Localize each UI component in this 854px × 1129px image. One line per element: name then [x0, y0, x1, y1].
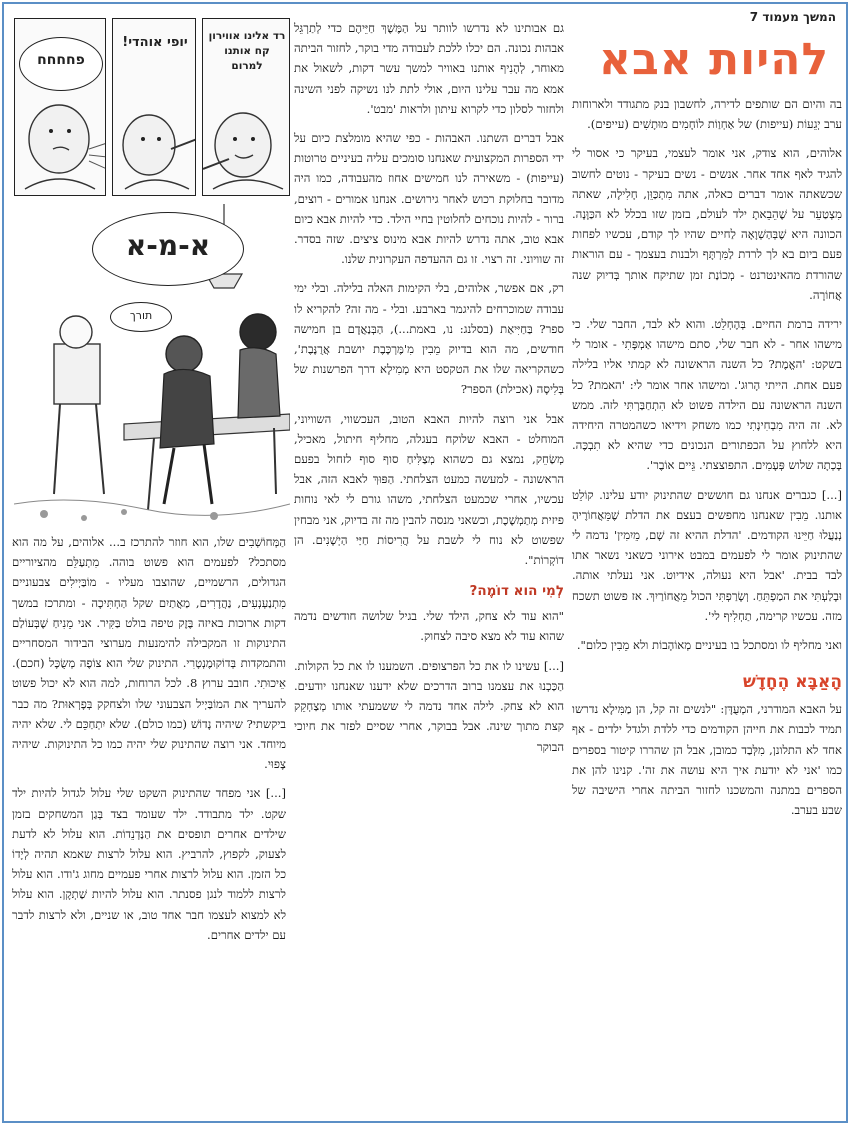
- paragraph: אלוהים, הוא צודק, אני אומר לעצמי, בעיקר כי אסור לי להגיד לאף אחד אחר. אנשים - נשים בעיקר - נוטים לחשוב שכשאתה אומר דברים כאלה, אתה מִתְכַּוֵּן, חָלִילָה, שאתה מִצְטַעֵר על שֶׁהֵבֵאתָ ילד לעולם, בזמן שזו בכלל לא הכַּוָּנָה. הכוונה היא שֶׁבְּהַשְׁוָאָה לַחיים שהיו לך קודם, עכשיו לפחות פעם ביום בא לך לרדת לַמִּרְתָּף ולבנות בעצמך - עם הוראות שהורדת מהאינטרנט - מְכוֹנַת זמן שתיקח אותך בְּדיוק שנה אֲחוֹרָה.: [572, 146, 842, 302]
- paragraph: על האבא המודרני, המְעֻדָּן: "לנשים זה קל, הן מַמִּילָא נדרשו תמיד לכבות את חייהן הקודמים כדי ללדת ולגדל ילדים - אף אחד לא התלונן, מִלְּבַד כמובן, אבל הן שהררו קיטור בספרים כמו 'אני לא יודעת איך היא עושה את זה'. קנינו להן את הספרים במתנה והמשכנו לחזור הביתה אחרי הישיבה של שבע בערב.: [572, 702, 842, 818]
- speech-bubble-left: [19, 37, 103, 91]
- paragraph: [...] עשינו לו את כל הפרצופים. השמענו לו את כל הקולות. הַכַּכְנוּ את עצמנו ברוב הדרכים שלא ידענו שאנחנו יודעים. הוא לא צחק. לילה אחד נדמה לי ששמעתי אותו מְצַחְקֵק קצת מתוך שינה. אבל בבוקר, אחרי שסיים לפזר את חיוכי הבוקר: [294, 658, 564, 754]
- text-column-middle: [294, 18, 564, 1119]
- paragraph: [...] כגברים אנחנו גם חוששים שהתינוק יודע עלינו. קוֹלֵט אותנו. מֵבִין שאנחנו מחפשים בעצם את הדלת שֶׁמֵּאֲחוֹרֶיהָ נְנַעֲלוּ חַיֵּינוּ הקודמים. 'הדלת ההיא זה שָׁם, מֵיִמִין' נדמה לי שהתינוק אומר לי לפעמים במבט אירוני כשאני נשאר אתו לבד בבית. 'אבל היא נעולה, אידיוט. אני נעלתי אותה. וּבָלַעְתִּי את המַפְתֵּחַ. וְשָׂרַפְתִּי הכול מֵאֲחוֹרַיִךְ. אז פשוט תשכח מזה. עכשיו קרימה, תַחְלִיף לי'.: [572, 487, 842, 623]
- comic-illustration: [14, 18, 290, 528]
- comic-left-text: פחחחח: [37, 52, 85, 68]
- paragraph: הַמְּחוֹשְׁבִים שלו, הוא חוזר להתרכז ב... אלוהים, על מה הוא מסתכל? לפעמים הוא פשוט בוהה. מִתְעַלֵּם מהציוריים הגדולים, הרשמיים, שהוצבו מעליו - מוֹבַּיְילִים צבעוניים מִתְנַעְנְעִים, נַהֲדָרִים, מַאֲתַיִם שקל הַחְתִּיכָה - ומתרכז במשך דקות ארוכות באיזה בֶּזֶק טיפה בולט בַּקִּיר. אני מֵנִיחַ שֶׁבְּעוֹלַם התינוקות זו המקבילה להימנעות מערוצי הבידור המסחריים והתמקדות בְּדוֹקוּמֶנְטָרִי. התינוק שלי הוא צוֹפֶה מְשֻׂכָּל (חכם). אֵיכוּתִי. חובב ערוץ 8. לכל הרוחות, למה הוא לא יכול פשוט להעריך את המוֹבַּיְיל הצבעוני שלו ולצחקק בְּפָרְאוּת? מה כבר ביקשתי? שיהיה נָדוֹשׁ (כמו כולם). שלא יִתְחַכֵּם לי. שלא יהיה מיוחד. אני רוצה שהתינוק שלי יהיה כמו כל התינוקות. שיהיה צָפוּי.: [12, 535, 286, 772]
- paragraph: אבל דברים השתנו. האבהות - כפי שהיא מומלצת כיום על ידי הספרות המקצועית שאנחנו סומכים עליה בעיניים טרוטות (עייפות) - משאירה לנו חמישים אחוז מהעבודה, כמו היה מדובר בחלוקת רכוש לאחר גירושים. אנחנו אמורים - רוצים, ברור - להיות נוכחים לחלוטין בחיי הילד. כדי להיות אבא כיום אבא טוב, אתה נדרש להיות אבא מינוס ציצים. שזה בסדר. זה שוויוני. זה רצוי. זו גם ההעדפה העקרונית שלנו.: [294, 131, 564, 267]
- magazine-page: [2, 2, 848, 1123]
- paragraph: [...] אני מפחד שהתינוק השקט שלי עלול לגדול להיות ילד שקט. ילד מתבודד. ילד שעומד בצד בְּגַן המשחקים בזמן שילדים אחרים תופסים את הַנַּדְנֵדוֹת. הוא עלול לא לדעת לצעוק, לקפוץ, להרביץ. הוא עלול לרצות שאמא תהיה לְיָדוֹ כל הזמן. הוא עלול לרצות אחרי פעמיים מחוג ג'ודו. הוא עלול לרצות ללמוד לנגן פסנתר. הוא עלול להיות שַׁתְקָן. הוא עלול לא למצוא לעצמו חבר אחד טוב, או שניים, ולא לרצות לדבר עם ילדים אחרים.: [12, 786, 286, 942]
- section-heading: לְמִי הוא דוֹמֶה?: [469, 583, 564, 600]
- section-heading: הָאַבָּא הֶחָדָשׁ: [743, 672, 842, 693]
- paragraph: גם אבותינו לא נדרשו לוותר על הַמֶּשֶׁךְ חַיֵּיהֶם כדי לְתַרְגֵּל אבהות נכונה. הם יכלו ללכת לעבודה מדי בוקר, לחזור הביתה מאוחר, לְהָנִיף אותנו באוויר למשך עשר דקות, לשאול את אמא מה עבר עלינו היום, אולי לתת לנו נשיקה לפני השינה ולחזור לסלון כדי לקרוא עיתון ולראות 'מבט'.: [294, 21, 564, 116]
- text-column-right: [572, 94, 842, 1119]
- comic-small-text: תורך: [129, 309, 153, 322]
- intro-paragraph: בה והיום הם שותפים לדירה, לחשבון בנק מתגודד ולארוחות ערב יְגֵעוֹת (עייפות) של אַחְוַוֹת לוֹחָמִים מוּתָשִׁים (עייפים).: [572, 97, 842, 132]
- paragraph: ירידה ברמת החיים. בְּהֶחְלֵט. והוא לא לבד, החבר שלי. כי מישהו אחר - לא חבר שלי, סתם מישהו אַמְפָּתִי - אומר לי בשקט: 'האֱמֶת? כל השנה הראשונה לא קמתי אליו בלילה פעם אחת. הייתי הָרוּג'. ומישהו אחר אומר לי: 'האמת? כל השנה הראשונה עם הילדה פשוט לא הִתְחַבַּרְתִּי לזה. ממש לא. זה היה מִבְחִינָתִי כמו משחק וידיאו כשהמטרה היחידה היא ללחוץ על הכפתורים הנכונים כדי שהיא לא תִבְכֶּה. בָּכְתָה שלוש פְּעָמִים. התפוצצתי. גֵּיים אוֹבֶר'.: [572, 317, 842, 473]
- comic-panel-middle: [112, 18, 196, 196]
- paragraph: רק, אם אפשר, אלוהים, בלי הקימות האלה בלילה. ובלי ימי עבודה שמוכרחים להיגמר בארבע. ובלי - מה זה? להקריא לו ספר? בַּחַיִּיאַת (בסלנג: נו, באמת...), הַבְּנַאֲדָם בן חמישה חודשים, מה הוא בדיוק מֵבִין מִ'מֶּרְכֶּבֶת יושבת אֲרֻנֶּבֶת', כשהקריאה שלו את הטקסט היא מְמִילָא דרך הפרשנות של בְּלִיסָה (אכילת) הספר?: [294, 281, 564, 397]
- continued-label: המשך מעמוד 7: [749, 10, 836, 24]
- comic-middle-text: יופי אוהדי!: [122, 35, 188, 50]
- comic-right-text: רד אלינו אווירון קח אותנו למרום: [208, 30, 286, 72]
- article-title: להיות אבא: [598, 34, 830, 85]
- family-scene: [14, 204, 290, 528]
- comic-panel-right: [202, 18, 290, 196]
- comic-big-text: א-מ-א: [125, 229, 211, 262]
- paragraph: אבל אני רוצה להיות האבא הטוב, העכשווי, השוויוני, המוחלט - האבא שלוקח בעגלה, מחליף חיתול, מאכיל, מְשַׂחֵק, נמצא גם כשהוא מְצַלִּיחַ סוף סוף לזחול בפעם הראשונה - למעשה כמעט הצלחתי. הַפּוּךְ לאבא הזה, אבל עכשיו, אחרי שכמעט הצלחתי, משהו גורם לי לאי נוחות פיזית מְתַמְשֶׁכֶת, וכשאני מנסה להבין מה זה בדיוק, אני מבחין שפשוט לא נוח לי לשבת על הֲרִיסוֹת חַיַּי הַיְשָׁנִים. הן דוֹקְרוֹת".: [294, 411, 564, 568]
- paragraph: "הוא עוד לא צחק, הילד שלי. בגיל שלושה חודשים נדמה שהוא עוד לא מצא סיבה לצחוק.: [294, 609, 564, 644]
- comic-panel-left: [14, 18, 106, 196]
- speech-bubble-big: [92, 212, 244, 286]
- speech-bubble-small: [110, 302, 172, 332]
- paragraph: ואני מחליף לו ומסתכל בו בעיניים מְאוֹהָבוֹת ולא מֵבִין כלום".: [576, 638, 842, 653]
- text-column-left: [12, 532, 286, 1119]
